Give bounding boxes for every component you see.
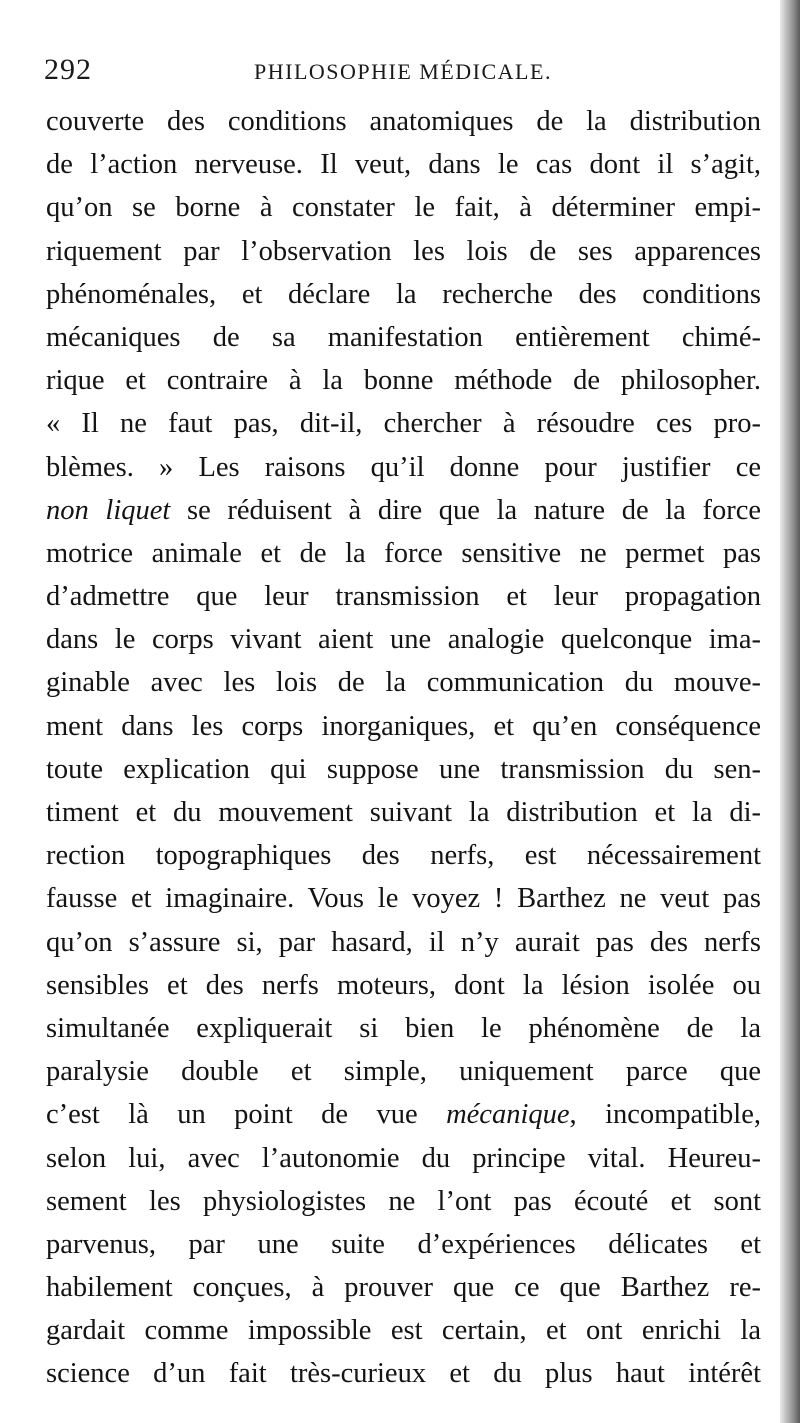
text-line: parvenus, par une suite d’expériences délicates et [46,1228,761,1260]
page-number: 292 [44,53,92,86]
text-line: phénoménales, et déclare la recherche des conditions [46,278,761,310]
running-title: PHILOSOPHIE MÉDICALE. [254,59,552,84]
text-line: couverte des conditions anatomiques de la distribution [46,106,761,137]
text-line: riquement par l’observation les lois de ses apparences [46,235,761,267]
body-text [46,100,761,1396]
text-line: blèmes. » Les raisons qu’il donne pour justifier ce [46,451,761,483]
italic-phrase: mécanique [446,1099,570,1131]
text-line: de l’action nerveuse. Il veut, dans le cas dont il s’agit, [46,149,761,181]
text-line: d’admettre que leur transmission et leur propagation [46,581,761,613]
text-line: science d’un fait très-curieux et du plus haut intérêt [46,1358,761,1390]
text-line: ment dans les corps inorganiques, et qu’en conséquence [46,710,761,742]
text-line: sensibles et des nerfs moteurs, dont la lésion isolée ou [46,969,761,1001]
italic-phrase: non liquet [46,494,171,526]
text-line: dans le corps vivant aient une analogie quelconque ima- [46,624,761,656]
page-header [44,48,744,92]
text-line: gardait comme impossible est certain, et ont enrichi la [46,1315,761,1347]
text-line: ginable avec les lois de la communication du mouve- [46,667,761,699]
text-line [46,1093,761,1136]
text-line: rique et contraire à la bonne méthode de philosopher. [46,365,761,397]
text-line: qu’on s’assure si, par hasard, il n’y aurait pas des nerfs [46,926,761,958]
text-line: selon lui, avec l’autonomie du principe vital. Heureu- [46,1142,761,1174]
text-line: motrice animale et de la force sensitive ne permet pas [46,537,761,569]
text-line [46,489,761,532]
text-line: fausse et imaginaire. Vous le voyez ! Barthez ne veut pas [46,883,761,915]
line-text: , incompatible, [569,1099,761,1131]
text-line: « Il ne faut pas, dit-il, chercher à résoudre ces pro- [46,408,761,440]
text-line: mécaniques de sa manifestation entièrement chimé- [46,321,761,353]
text-line: toute explication qui suppose une transmission du sen- [46,753,761,785]
page-edge-shadow [780,0,800,1423]
text-line: rection topographiques des nerfs, est nécessairement [46,840,761,872]
line-text: c’est là un point de vue [46,1099,447,1131]
text-line: paralysie double et simple, uniquement parce que [46,1056,761,1088]
text-line: timent et du mouvement suivant la distribution et la di- [46,797,761,828]
line-text: se réduisent à dire que la nature de la force [170,494,761,526]
text-line: sement les physiologistes ne l’ont pas écouté et sont [46,1185,761,1217]
text-line: qu’on se borne à constater le fait, à déterminer empi- [46,192,761,224]
text-line: habilement conçues, à prouver que ce que Barthez re- [46,1272,761,1304]
text-line: simultanée expliquerait si bien le phénomène de la [46,1012,761,1044]
